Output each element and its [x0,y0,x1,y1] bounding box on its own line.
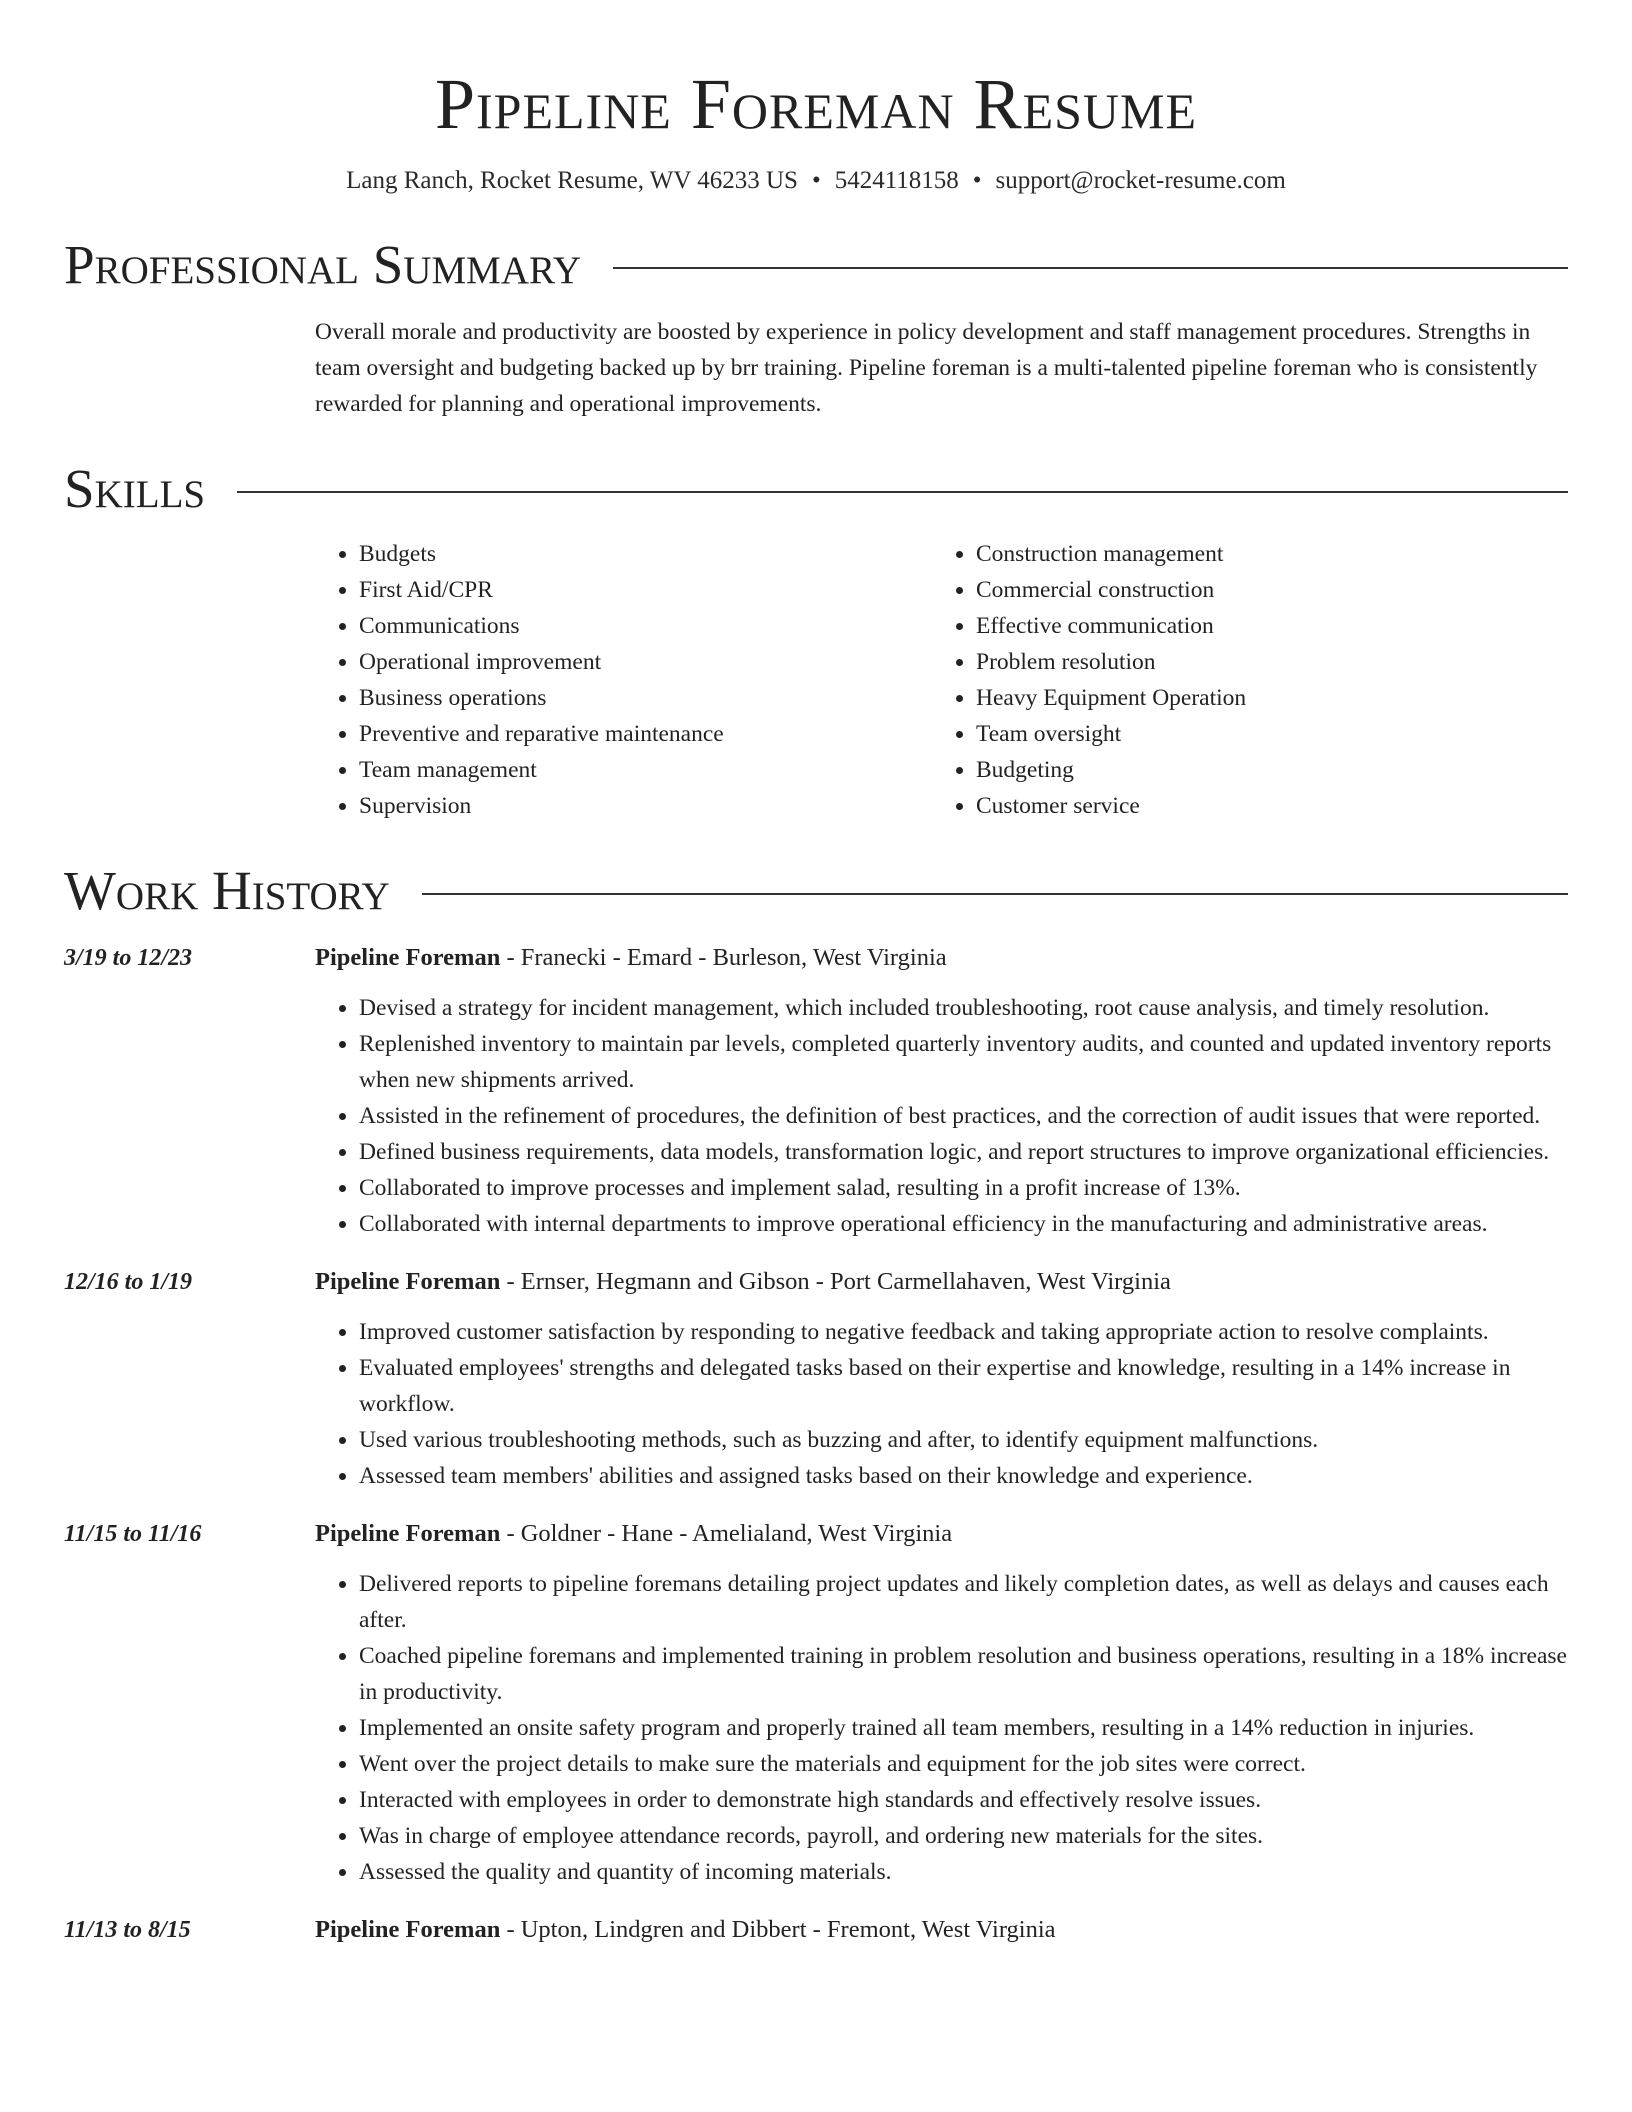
list-item: • Coached pipeline foremans and implemented training in problem resolution and business operations, resulting in a 18% increase in productivity. [359,1638,1568,1710]
separator: • [811,167,821,194]
job-entry [64,1912,1568,1948]
job-entry [64,1264,1568,1494]
list-item: • Communications [359,608,932,644]
list-item: • Team oversight [976,716,1532,752]
section-heading-summary: Professional Summary [64,234,582,295]
job-body [315,1264,1568,1494]
job-heading [315,940,1568,976]
job-employer-location: - Franecki - Emard - Burleson, West Virginia [500,944,947,971]
list-item: • Effective communication [976,608,1532,644]
summary-text: Overall morale and productivity are boosted by experience in policy development and staff management procedures. Strengths in team oversight and budgeting backed up by brr training. Pipeline foreman is a multi-talented pipeline foreman who is consistently rewarded for planning and operational improvements. [315,319,1538,417]
job-title: Pipeline Foreman [315,1268,501,1295]
list-item: • Budgeting [976,752,1532,788]
job-duties-list [315,1314,1568,1494]
job-employer-location: - Upton, Lindgren and Dibbert - Fremont, West Virginia [500,1916,1056,1943]
list-item: • Improved customer satisfaction by responding to negative feedback and taking appropriate action to resolve complaints. [359,1314,1568,1350]
list-item: • Replenished inventory to maintain par levels, completed quarterly inventory audits, and counted and updated inventory reports when new shipments arrived. [359,1026,1568,1098]
list-item: • Interacted with employees in order to demonstrate high standards and effectively resolve issues. [359,1782,1568,1818]
list-item: • Collaborated with internal departments to improve operational efficiency in the manufacturing and administrative areas. [359,1206,1568,1242]
job-dates: 12/16 to 1/19 [64,1269,193,1295]
job-dates: 11/15 to 11/16 [64,1521,202,1547]
section-heading-skills: Skills [64,458,206,519]
list-item: • Business operations [359,680,932,716]
job-heading [315,1264,1568,1300]
work-history-header [64,860,1568,922]
job-title: Pipeline Foreman [315,1520,501,1547]
job-body [315,1912,1568,1948]
email-link[interactable]: support@rocket-resume.com [995,167,1286,194]
list-item: • Customer service [976,788,1532,824]
list-item: • Construction management [976,536,1532,572]
list-item: • Operational improvement [359,644,932,680]
job-employer-location: - Goldner - Hane - Amelialand, West Virginia [500,1520,953,1547]
job-dates: 11/13 to 8/15 [64,1917,191,1943]
list-item: • Evaluated employees' strengths and delegated tasks based on their expertise and knowledge, resulting in a 14% increase in workflow. [359,1350,1568,1422]
resume-title: Pipeline Foreman Resume [434,64,1198,144]
job-dates: 3/19 to 12/23 [64,945,193,971]
list-item: • Problem resolution [976,644,1532,680]
list-item: • Assessed team members' abilities and assigned tasks based on their knowledge and experience. [359,1458,1568,1494]
list-item: • Implemented an onsite safety program and properly trained all team members, resulting in a 14% reduction in injuries. [359,1710,1568,1746]
skills-header [64,458,1568,520]
list-item: • Preventive and reparative maintenance [359,716,932,752]
contact-line [64,164,1568,198]
section-rule [237,491,1568,493]
list-item: • Went over the project details to make sure the materials and equipment for the job sites were correct. [359,1746,1568,1782]
job-entry [64,940,1568,1242]
job-duties-list [315,1566,1568,1890]
job-employer-location: - Ernser, Hegmann and Gibson - Port Carmellahaven, West Virginia [500,1268,1171,1295]
list-item: • Budgets [359,536,932,572]
section-rule [613,267,1568,269]
section-heading-work-history: Work History [64,860,390,921]
job-body [315,940,1568,1242]
section-rule [422,893,1568,895]
list-item: • Team management [359,752,932,788]
address: Lang Ranch, Rocket Resume, WV 46233 US [346,167,798,194]
list-item: • Defined business requirements, data models, transformation logic, and report structures to improve organizational efficiencies. [359,1134,1568,1170]
list-item: • Collaborated to improve processes and implement salad, resulting in a profit increase of 13%. [359,1170,1568,1206]
job-heading [315,1912,1568,1948]
list-item: • First Aid/CPR [359,572,932,608]
list-item: • Assessed the quality and quantity of incoming materials. [359,1854,1568,1890]
job-title: Pipeline Foreman [315,944,501,971]
job-heading [315,1516,1568,1552]
list-item: • Assisted in the refinement of procedures, the definition of best practices, and the correction of audit issues that were reported. [359,1098,1568,1134]
list-item: • Was in charge of employee attendance records, payroll, and ordering new materials for the sites. [359,1818,1568,1854]
job-duties-list [315,990,1568,1242]
skills-column-right [932,536,1532,824]
list-item: • Used various troubleshooting methods, such as buzzing and after, to identify equipment malfunctions. [359,1422,1568,1458]
list-item: • Commercial construction [976,572,1532,608]
job-body [315,1516,1568,1890]
list-item: • Supervision [359,788,932,824]
phone: 5424118158 [834,167,959,194]
skills-list [315,536,1568,824]
work-history-list [64,940,1568,1948]
list-item: • Delivered reports to pipeline foremans detailing project updates and likely completion dates, as well as delays and causes each after. [359,1566,1568,1638]
job-entry [64,1516,1568,1890]
job-title: Pipeline Foreman [315,1916,501,1943]
summary-header [64,234,1568,296]
list-item: • Heavy Equipment Operation [976,680,1532,716]
list-item: • Devised a strategy for incident management, which included troubleshooting, root cause analysis, and timely resolution. [359,990,1568,1026]
separator: • [972,167,982,194]
skills-column-left [315,536,932,824]
